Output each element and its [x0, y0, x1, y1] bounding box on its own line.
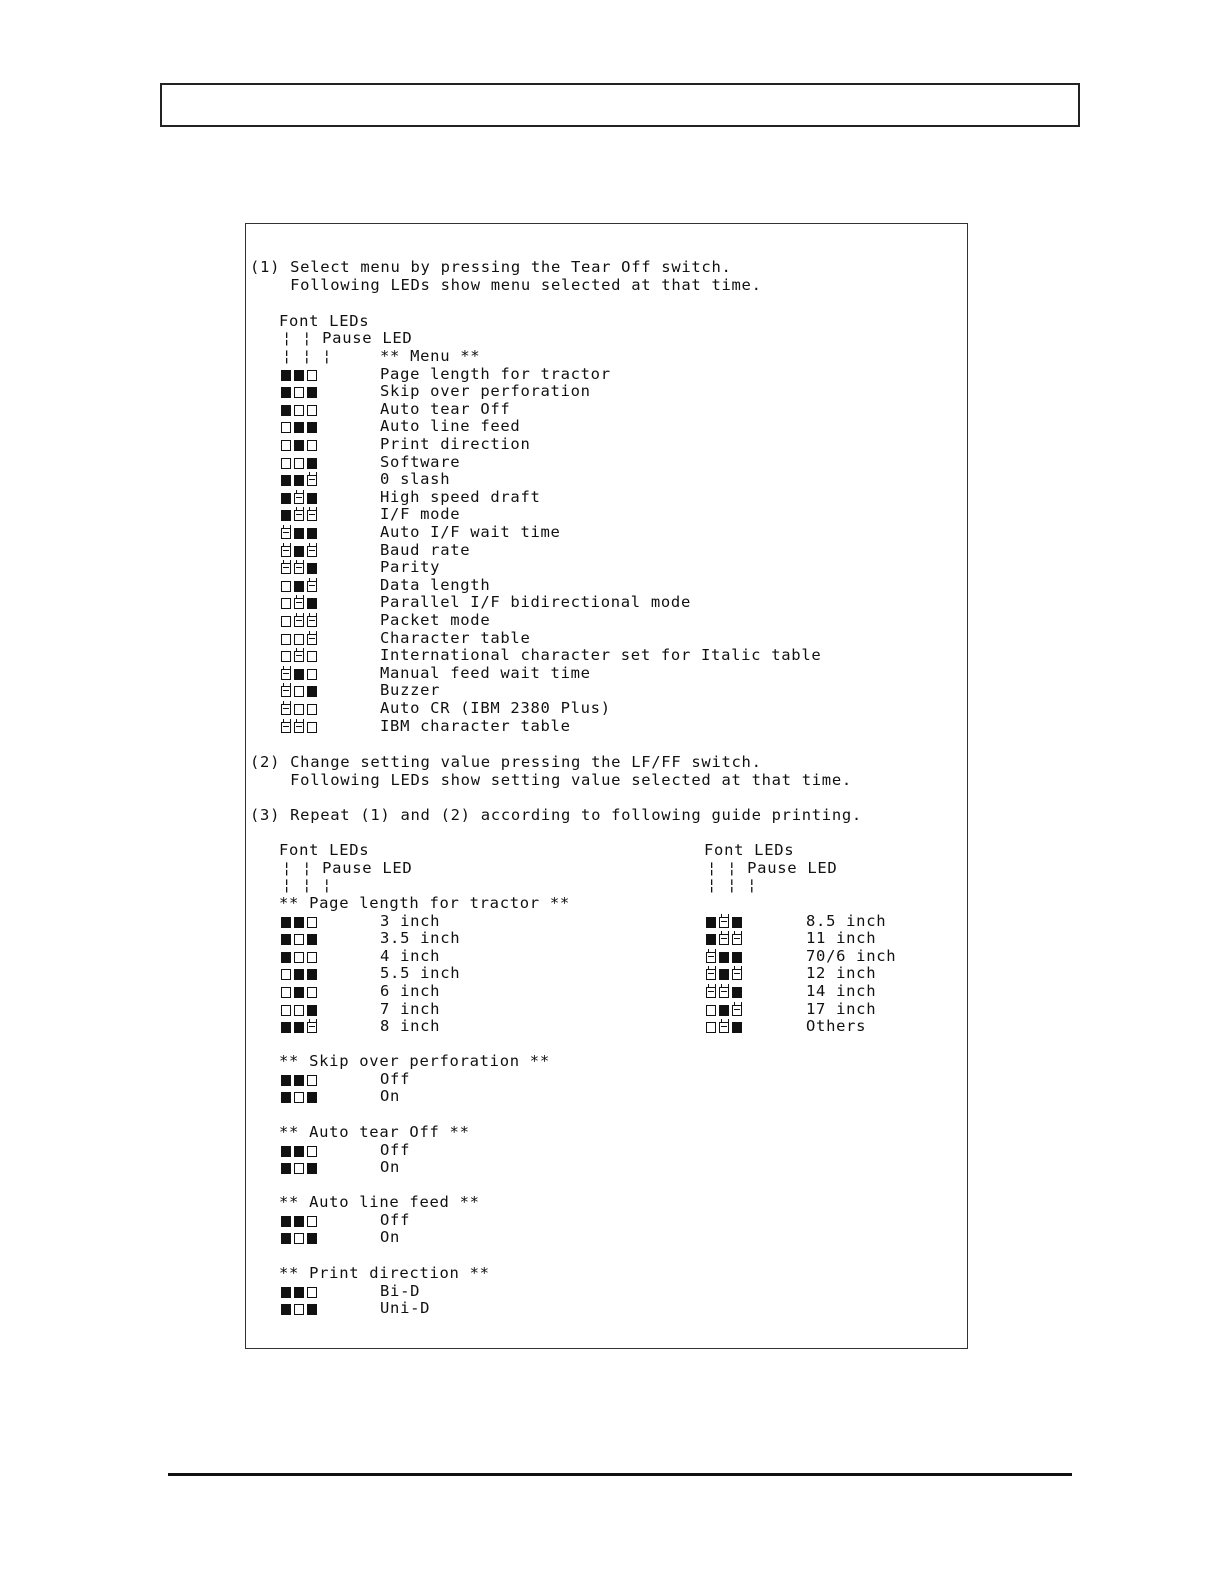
led-on-icon: [281, 493, 291, 504]
led-half-icon: [294, 510, 304, 521]
led-pattern: [281, 422, 317, 433]
led-on-icon: [307, 528, 317, 539]
led-on-icon: [307, 422, 317, 433]
row-label: 11 inch: [806, 929, 877, 948]
led-off-icon: [307, 651, 317, 662]
row-label: 12 inch: [806, 964, 877, 983]
row-label: 14 inch: [806, 981, 877, 1000]
led-pattern: [281, 917, 317, 928]
led-on-icon: [719, 952, 729, 963]
led-pattern: [281, 669, 317, 680]
led-off-icon: [307, 704, 317, 715]
row-label: 70/6 inch: [806, 946, 897, 965]
led-off-icon: [294, 952, 304, 963]
section-title: ** Skip over perforation **: [279, 1052, 550, 1070]
led-pattern: [281, 704, 317, 715]
led-on-icon: [732, 952, 742, 963]
step2-line2: Following LEDs show setting value selected at that time.: [250, 771, 852, 789]
led-on-icon: [719, 1005, 729, 1016]
row-label: Packet mode: [380, 610, 491, 629]
menu-font-leds-label: Font LEDs: [279, 312, 370, 330]
led-pattern: [281, 563, 317, 574]
led-half-icon: [281, 546, 291, 557]
led-on-icon: [281, 1216, 291, 1227]
led-pattern: [281, 510, 317, 521]
section-title: ** Print direction **: [279, 1264, 490, 1282]
led-on-icon: [307, 686, 317, 697]
row-label: 3.5 inch: [380, 929, 461, 948]
led-pattern: [281, 1163, 317, 1174]
led-on-icon: [281, 1163, 291, 1174]
led-off-icon: [281, 598, 291, 609]
led-on-icon: [294, 546, 304, 557]
led-half-icon: [307, 634, 317, 645]
led-half-icon: [719, 934, 729, 945]
led-on-icon: [281, 917, 291, 928]
led-off-icon: [281, 458, 291, 469]
led-pattern: [281, 405, 317, 416]
led-pattern: [281, 934, 317, 945]
led-on-icon: [281, 370, 291, 381]
led-off-icon: [706, 1005, 716, 1016]
led-on-icon: [281, 405, 291, 416]
led-off-icon: [294, 634, 304, 645]
footer-rule: [168, 1473, 1072, 1476]
led-off-icon: [294, 1163, 304, 1174]
row-label: 8.5 inch: [806, 911, 887, 930]
guide-right-led-marks: ¦ ¦ ¦: [707, 876, 758, 894]
led-on-icon: [294, 528, 304, 539]
row-label: IBM character table: [380, 716, 571, 735]
led-on-icon: [307, 458, 317, 469]
row-label: Page length for tractor: [380, 364, 611, 383]
row-label: Auto CR (IBM 2380 Plus): [380, 698, 611, 717]
led-pattern: [281, 987, 317, 998]
row-label: Parallel I/F bidirectional mode: [380, 593, 691, 612]
led-pattern: [706, 917, 742, 928]
guide-right-pause-led-label: ¦ ¦ Pause LED: [707, 859, 838, 877]
led-half-icon: [719, 987, 729, 998]
led-pattern: [281, 458, 317, 469]
led-on-icon: [281, 1075, 291, 1086]
row-label: High speed draft: [380, 487, 541, 506]
led-on-icon: [281, 1146, 291, 1157]
led-half-icon: [294, 598, 304, 609]
led-off-icon: [294, 1005, 304, 1016]
led-half-icon: [307, 1022, 317, 1033]
led-on-icon: [307, 969, 317, 980]
led-half-icon: [706, 952, 716, 963]
led-off-icon: [307, 1287, 317, 1298]
row-label: Bi-D: [380, 1281, 421, 1300]
step2-line1: (2) Change setting value pressing the LF/FF switch.: [250, 753, 762, 771]
led-pattern: [281, 1304, 317, 1315]
led-on-icon: [281, 387, 291, 398]
row-label: 5.5 inch: [380, 964, 461, 983]
led-half-icon: [281, 722, 291, 733]
led-off-icon: [281, 634, 291, 645]
led-on-icon: [307, 598, 317, 609]
led-off-icon: [294, 458, 304, 469]
row-label: 6 inch: [380, 981, 441, 1000]
section-title: ** Auto line feed **: [279, 1193, 480, 1211]
led-pattern: [281, 581, 317, 592]
row-label: Auto line feed: [380, 417, 521, 436]
row-label: 3 inch: [380, 911, 441, 930]
led-on-icon: [307, 1092, 317, 1103]
led-pattern: [281, 546, 317, 557]
section-title: ** Auto tear Off **: [279, 1123, 470, 1141]
led-on-icon: [294, 987, 304, 998]
row-label: 7 inch: [380, 999, 441, 1018]
led-half-icon: [294, 563, 304, 574]
led-off-icon: [281, 1005, 291, 1016]
led-pattern: [281, 1216, 317, 1227]
led-pattern: [281, 1287, 317, 1298]
led-on-icon: [294, 422, 304, 433]
led-on-icon: [307, 387, 317, 398]
led-half-icon: [281, 704, 291, 715]
row-label: Data length: [380, 575, 491, 594]
led-on-icon: [294, 440, 304, 451]
row-label: Character table: [380, 628, 531, 647]
led-pattern: [706, 952, 742, 963]
led-on-icon: [281, 1304, 291, 1315]
row-label: Manual feed wait time: [380, 663, 591, 682]
row-label: Uni-D: [380, 1299, 431, 1318]
led-off-icon: [307, 987, 317, 998]
led-on-icon: [732, 917, 742, 928]
led-on-icon: [719, 969, 729, 980]
row-label: I/F mode: [380, 505, 461, 524]
led-on-icon: [294, 370, 304, 381]
led-pattern: [281, 475, 317, 486]
led-on-icon: [307, 1005, 317, 1016]
row-label: Software: [380, 452, 461, 471]
step1-line1: (1) Select menu by pressing the Tear Off switch.: [250, 258, 732, 276]
page-header-box: [160, 83, 1080, 127]
led-half-icon: [281, 686, 291, 697]
led-off-icon: [307, 405, 317, 416]
row-label: On: [380, 1158, 401, 1177]
led-on-icon: [281, 1022, 291, 1033]
led-on-icon: [281, 1287, 291, 1298]
led-pattern: [706, 1005, 742, 1016]
row-label: 8 inch: [380, 1017, 441, 1036]
led-pattern: [706, 987, 742, 998]
led-half-icon: [294, 616, 304, 627]
led-half-icon: [294, 493, 304, 504]
led-off-icon: [294, 1233, 304, 1244]
led-on-icon: [732, 987, 742, 998]
row-label: Auto tear Off: [380, 399, 511, 418]
led-off-icon: [294, 387, 304, 398]
led-on-icon: [294, 1287, 304, 1298]
led-off-icon: [307, 370, 317, 381]
row-label: 0 slash: [380, 470, 451, 489]
page-length-title: ** Page length for tractor **: [279, 894, 570, 912]
led-pattern: [706, 934, 742, 945]
led-pattern: [281, 1233, 317, 1244]
led-pattern: [281, 598, 317, 609]
led-half-icon: [294, 722, 304, 733]
led-off-icon: [294, 1304, 304, 1315]
led-half-icon: [732, 1005, 742, 1016]
led-pattern: [281, 722, 317, 733]
led-off-icon: [281, 969, 291, 980]
led-on-icon: [294, 1146, 304, 1157]
row-label: Off: [380, 1210, 411, 1229]
led-off-icon: [294, 405, 304, 416]
led-on-icon: [294, 581, 304, 592]
led-on-icon: [706, 934, 716, 945]
led-on-icon: [281, 1233, 291, 1244]
row-label: Parity: [380, 558, 441, 577]
step1-line2: Following LEDs show menu selected at that time.: [250, 276, 762, 294]
led-pattern: [281, 686, 317, 697]
led-half-icon: [307, 510, 317, 521]
led-pattern: [281, 1075, 317, 1086]
led-pattern: [281, 370, 317, 381]
guide-left-font-leds-label: Font LEDs: [279, 841, 370, 859]
led-off-icon: [307, 917, 317, 928]
guide-right-font-leds-label: Font LEDs: [704, 841, 795, 859]
led-off-icon: [706, 1022, 716, 1033]
led-off-icon: [307, 440, 317, 451]
led-on-icon: [307, 1163, 317, 1174]
led-off-icon: [307, 952, 317, 963]
led-on-icon: [281, 510, 291, 521]
led-on-icon: [294, 1216, 304, 1227]
led-pattern: [281, 440, 317, 451]
row-label: Print direction: [380, 434, 531, 453]
led-on-icon: [281, 934, 291, 945]
row-label: On: [380, 1087, 401, 1106]
led-half-icon: [732, 934, 742, 945]
led-off-icon: [307, 722, 317, 733]
led-off-icon: [281, 440, 291, 451]
led-pattern: [281, 1092, 317, 1103]
led-on-icon: [307, 493, 317, 504]
led-half-icon: [719, 917, 729, 928]
led-pattern: [281, 651, 317, 662]
led-half-icon: [307, 581, 317, 592]
led-on-icon: [307, 1233, 317, 1244]
led-on-icon: [294, 475, 304, 486]
led-on-icon: [294, 1022, 304, 1033]
led-half-icon: [706, 969, 716, 980]
led-off-icon: [281, 616, 291, 627]
led-off-icon: [281, 651, 291, 662]
menu-pause-led-label: ¦ ¦ Pause LED: [282, 329, 413, 347]
led-off-icon: [307, 1075, 317, 1086]
led-pattern: [281, 1022, 317, 1033]
led-on-icon: [307, 563, 317, 574]
row-label: Off: [380, 1069, 411, 1088]
led-half-icon: [719, 1022, 729, 1033]
led-off-icon: [281, 581, 291, 592]
led-on-icon: [307, 1304, 317, 1315]
led-on-icon: [307, 934, 317, 945]
led-off-icon: [307, 1146, 317, 1157]
led-on-icon: [294, 1075, 304, 1086]
led-on-icon: [281, 952, 291, 963]
led-on-icon: [294, 969, 304, 980]
led-on-icon: [281, 1092, 291, 1103]
menu-title: ** Menu **: [380, 347, 481, 365]
led-half-icon: [706, 987, 716, 998]
led-half-icon: [307, 475, 317, 486]
row-label: 17 inch: [806, 999, 877, 1018]
led-pattern: [281, 952, 317, 963]
led-pattern: [706, 969, 742, 980]
guide-left-led-marks: ¦ ¦ ¦: [282, 876, 333, 894]
led-off-icon: [294, 934, 304, 945]
led-pattern: [706, 1022, 742, 1033]
row-label: Others: [806, 1017, 867, 1036]
led-on-icon: [732, 1022, 742, 1033]
led-on-icon: [706, 917, 716, 928]
led-off-icon: [307, 669, 317, 680]
led-pattern: [281, 634, 317, 645]
led-off-icon: [281, 422, 291, 433]
led-half-icon: [294, 651, 304, 662]
led-half-icon: [281, 669, 291, 680]
row-label: 4 inch: [380, 946, 441, 965]
led-on-icon: [281, 475, 291, 486]
led-pattern: [281, 387, 317, 398]
led-half-icon: [281, 563, 291, 574]
row-label: Baud rate: [380, 540, 471, 559]
step3-line1: (3) Repeat (1) and (2) according to following guide printing.: [250, 806, 862, 824]
led-off-icon: [281, 987, 291, 998]
guide-left-pause-led-label: ¦ ¦ Pause LED: [282, 859, 413, 877]
row-label: Buzzer: [380, 681, 441, 700]
led-pattern: [281, 493, 317, 504]
led-pattern: [281, 1146, 317, 1157]
led-on-icon: [294, 917, 304, 928]
led-pattern: [281, 616, 317, 627]
printout-frame: [245, 223, 968, 1349]
led-pattern: [281, 1005, 317, 1016]
led-off-icon: [294, 1092, 304, 1103]
led-half-icon: [281, 528, 291, 539]
row-label: Skip over perforation: [380, 382, 591, 401]
led-half-icon: [307, 616, 317, 627]
led-half-icon: [307, 546, 317, 557]
led-half-icon: [732, 969, 742, 980]
row-label: On: [380, 1228, 401, 1247]
led-off-icon: [294, 704, 304, 715]
led-on-icon: [294, 669, 304, 680]
led-pattern: [281, 528, 317, 539]
menu-led-marks: ¦ ¦ ¦: [282, 347, 333, 365]
row-label: Auto I/F wait time: [380, 522, 561, 541]
led-off-icon: [307, 1216, 317, 1227]
led-off-icon: [294, 686, 304, 697]
row-label: International character set for Italic table: [380, 646, 822, 665]
led-pattern: [281, 969, 317, 980]
row-label: Off: [380, 1140, 411, 1159]
